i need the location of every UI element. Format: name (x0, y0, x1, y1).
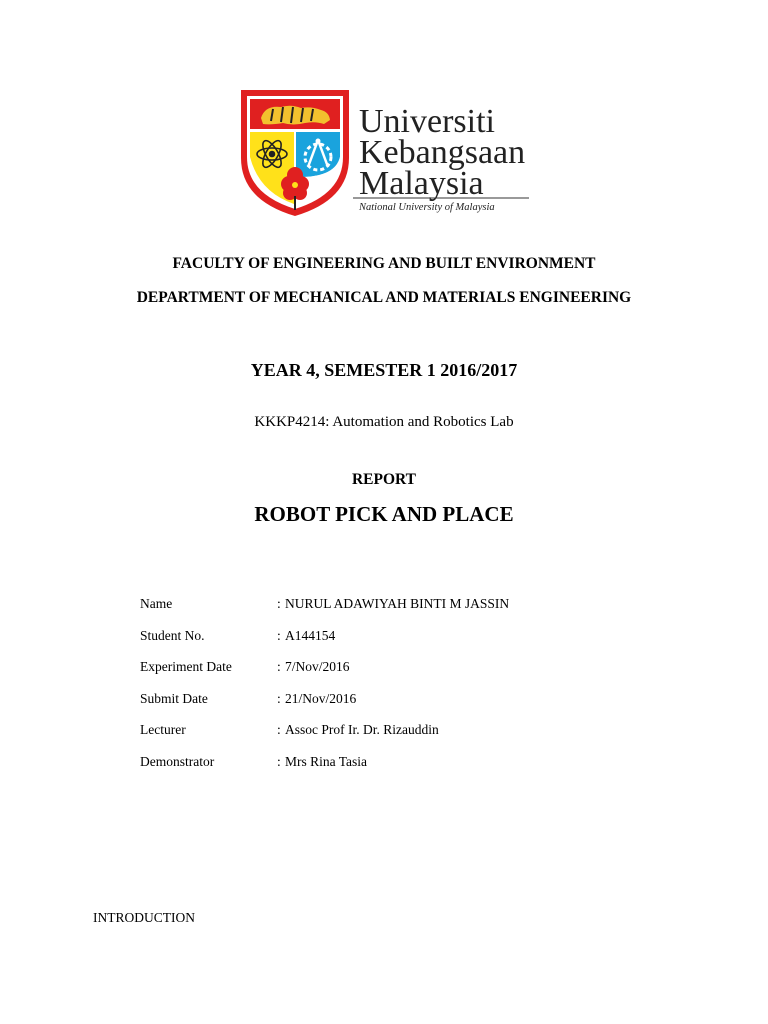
detail-separator: : (277, 753, 281, 769)
section-heading-introduction: INTRODUCTION (93, 910, 195, 925)
detail-row-name (140, 596, 509, 628)
detail-label: Experiment Date (140, 659, 232, 674)
detail-row-submit-date (140, 691, 509, 723)
student-details (140, 596, 509, 785)
department-heading: DEPARTMENT OF MECHANICAL AND MATERIALS ENGINEERING (136, 289, 632, 306)
ukm-crest-and-wordmark (239, 88, 529, 218)
logo-line-2: Kebangsaan (359, 134, 526, 171)
detail-value: 21/Nov/2016 (285, 690, 357, 706)
course-title: KKKP4214: Automation and Robotics Lab (254, 414, 514, 430)
detail-separator: : (277, 690, 281, 706)
detail-value: NURUL ADAWIYAH BINTI M JASSIN (285, 596, 510, 611)
detail-row-student-no (140, 628, 509, 660)
detail-separator: : (277, 596, 281, 611)
detail-row-experiment-date (140, 659, 509, 691)
detail-separator: : (277, 722, 281, 737)
detail-label: Demonstrator (140, 753, 215, 769)
detail-label: Submit Date (140, 690, 208, 706)
logo-tagline: National University of Malaysia (359, 202, 495, 213)
detail-row-demonstrator (140, 754, 509, 786)
faculty-heading: FACULTY OF ENGINEERING AND BUILT ENVIRONMENT (172, 255, 596, 272)
detail-separator: : (277, 627, 281, 643)
logo-line-1: Universiti (359, 103, 495, 140)
detail-value: 7/Nov/2016 (285, 659, 350, 674)
university-logo (239, 88, 529, 218)
logo-line-3: Malaysia (359, 165, 484, 202)
report-label: REPORT (351, 471, 417, 488)
report-title: ROBOT PICK AND PLACE (254, 502, 514, 526)
year-semester: YEAR 4, SEMESTER 1 2016/2017 (250, 360, 518, 380)
detail-label: Student No. (140, 627, 205, 643)
detail-row-lecturer (140, 722, 509, 754)
detail-separator: : (277, 659, 281, 674)
detail-value: Mrs Rina Tasia (285, 753, 368, 769)
detail-label: Name (140, 596, 173, 611)
detail-value: A144154 (285, 627, 336, 643)
detail-value: Assoc Prof Ir. Dr. Rizauddin (285, 722, 439, 737)
detail-label: Lecturer (140, 722, 186, 737)
